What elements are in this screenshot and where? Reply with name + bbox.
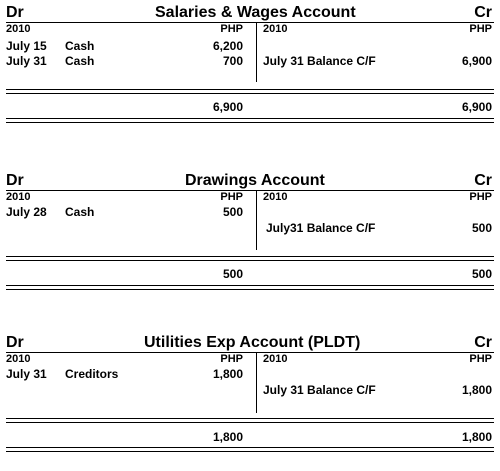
account-title: Utilities Exp Account (PLDT) xyxy=(144,334,361,351)
total-rule-bottom xyxy=(6,118,494,123)
php-right: PHP xyxy=(469,191,492,203)
credit-entry: July31 Balance C/F xyxy=(266,221,376,235)
account-title: Salaries & Wages Account xyxy=(155,4,356,21)
debit-amount: 1,800 xyxy=(212,367,243,381)
credit-amount: 1,800 xyxy=(461,383,492,397)
year-left: 2010 xyxy=(6,353,31,365)
credit-amount: 6,900 xyxy=(461,54,492,68)
debit-desc: Creditors xyxy=(65,367,119,381)
total-rule-top xyxy=(6,418,494,423)
year-right: 2010 xyxy=(263,191,288,203)
header-rule xyxy=(6,190,494,191)
dr-label: Dr xyxy=(6,172,24,189)
ledger-account-utilities xyxy=(0,331,500,471)
debit-desc: Cash xyxy=(65,39,95,53)
credit-amount: 500 xyxy=(471,221,492,235)
header-rule xyxy=(6,352,494,353)
t-divider xyxy=(256,22,257,82)
total-rule-bottom xyxy=(6,447,494,452)
cr-label: Cr xyxy=(474,4,492,21)
total-rule-bottom xyxy=(6,285,494,290)
debit-amount: 700 xyxy=(222,54,243,68)
year-right: 2010 xyxy=(263,23,288,35)
php-left: PHP xyxy=(220,353,243,365)
php-left: PHP xyxy=(220,23,243,35)
debit-date: July 31 xyxy=(6,367,47,381)
php-right: PHP xyxy=(469,353,492,365)
total-left: 6,900 xyxy=(212,100,243,114)
cr-label: Cr xyxy=(474,172,492,189)
debit-date: July 31 xyxy=(6,54,47,68)
credit-entry: July 31 Balance C/F xyxy=(263,383,376,397)
debit-date: July 15 xyxy=(6,39,47,53)
year-left: 2010 xyxy=(6,23,31,35)
debit-date: July 28 xyxy=(6,205,47,219)
debit-amount: 500 xyxy=(222,205,243,219)
dr-label: Dr xyxy=(6,334,24,351)
t-divider xyxy=(256,352,257,413)
total-right: 6,900 xyxy=(461,100,492,114)
total-left: 500 xyxy=(222,267,243,281)
dr-label: Dr xyxy=(6,4,24,21)
total-left: 1,800 xyxy=(212,430,243,444)
year-left: 2010 xyxy=(6,191,31,203)
ledger-account-drawings xyxy=(0,168,500,308)
debit-desc: Cash xyxy=(65,54,95,68)
t-divider xyxy=(256,190,257,250)
debit-desc: Cash xyxy=(65,205,95,219)
total-rule-top xyxy=(6,256,494,261)
php-right: PHP xyxy=(469,23,492,35)
php-left: PHP xyxy=(220,191,243,203)
cr-label: Cr xyxy=(474,334,492,351)
total-right: 1,800 xyxy=(461,430,492,444)
total-rule-top xyxy=(6,89,494,94)
account-title: Drawings Account xyxy=(185,172,325,189)
credit-entry: July 31 Balance C/F xyxy=(263,54,376,68)
total-right: 500 xyxy=(471,267,492,281)
year-right: 2010 xyxy=(263,353,288,365)
header-rule xyxy=(6,22,494,23)
ledger-account-salaries-wages xyxy=(0,0,500,140)
debit-amount: 6,200 xyxy=(212,39,243,53)
